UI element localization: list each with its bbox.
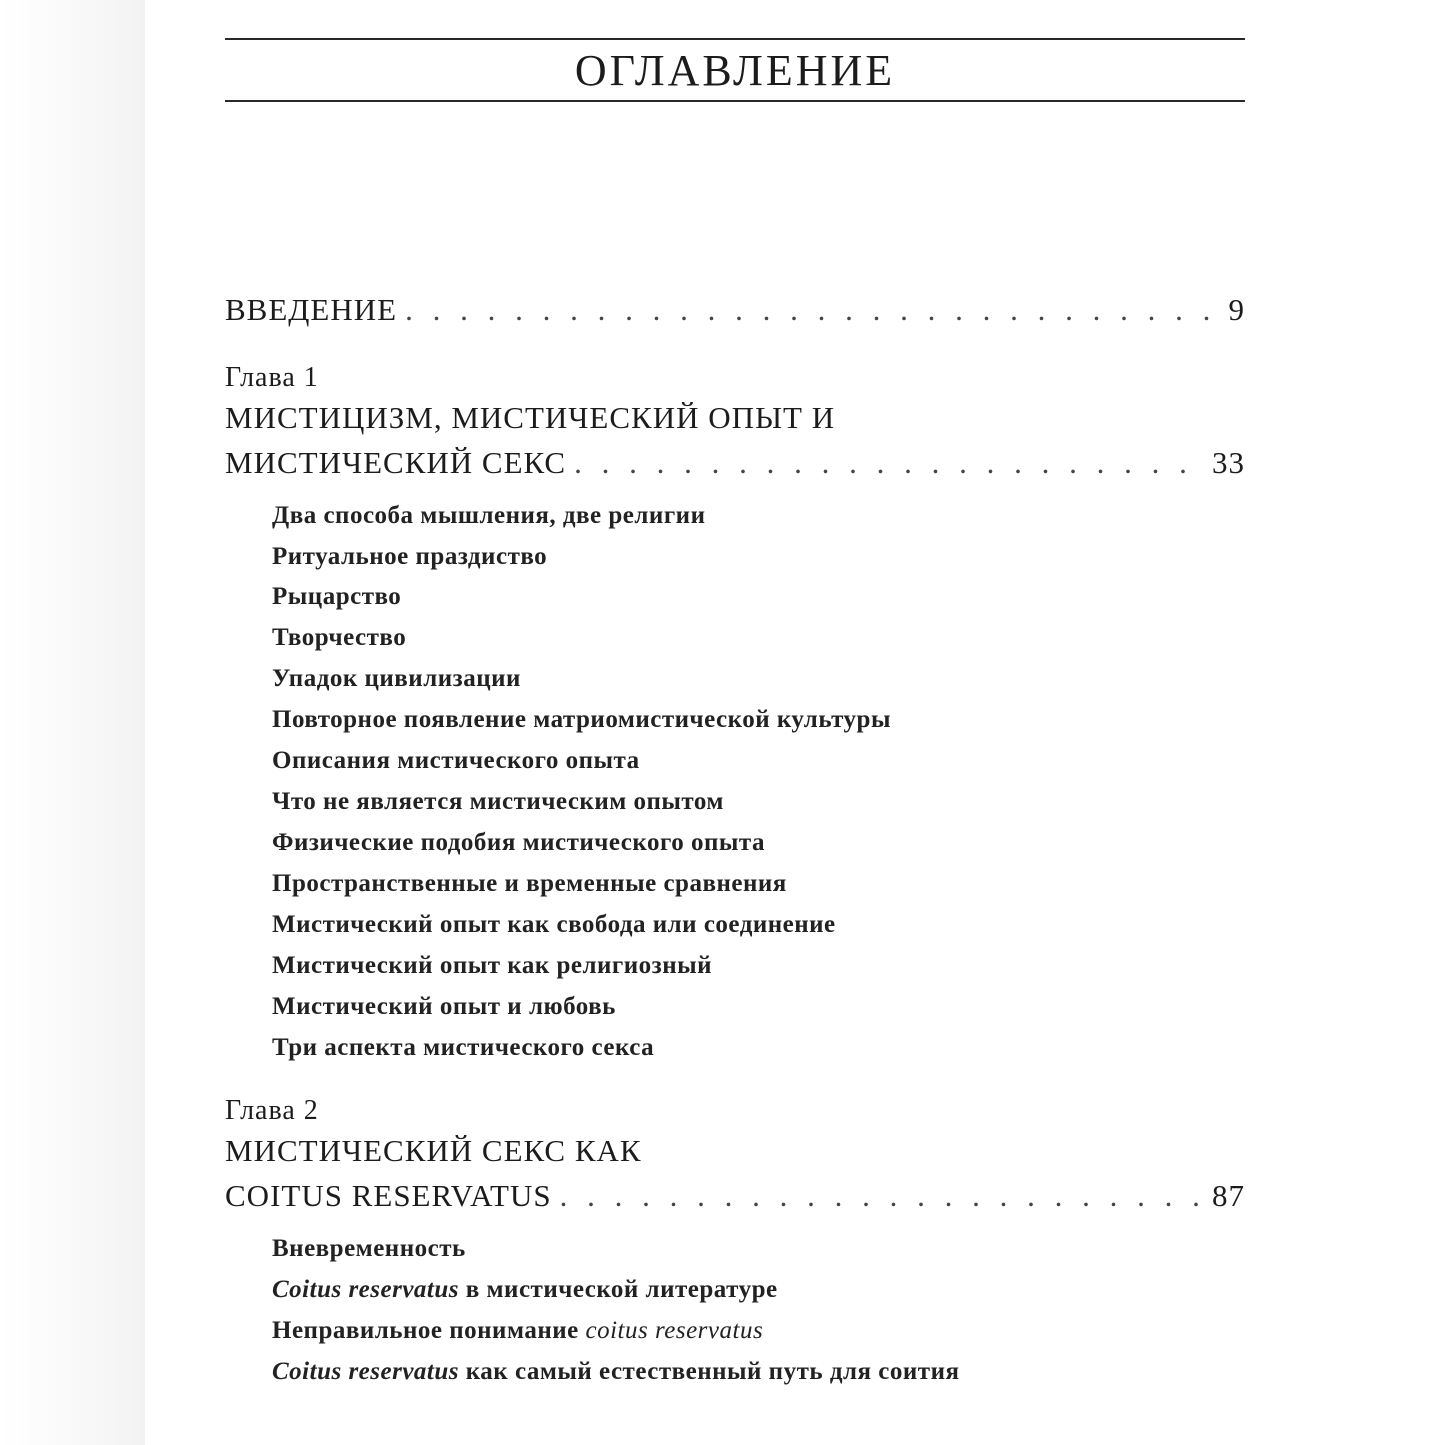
section-item (272, 1317, 763, 1345)
section-italic-term: Coitus reservatus (272, 1358, 460, 1385)
toc-entry-chapter-1 (225, 445, 1245, 481)
section-item: Рыцарство (272, 583, 402, 610)
title-top-rule (225, 38, 1245, 40)
title-bottom-rule (225, 100, 1245, 102)
page-title: ОГЛАВЛЕНИЕ (574, 46, 896, 95)
page-margin-shadow (0, 0, 145, 1445)
section-item: Повторное появление матриомистической культуры (272, 706, 891, 733)
chapter-1-title-line-2: МИСТИЧЕСКИЙ СЕКС (225, 445, 567, 480)
section-item: Мистический опыт как религиозный (272, 952, 713, 979)
section-item: Мистический опыт как свобода или соединение (272, 911, 836, 938)
toc-entry-label: ВВЕДЕНИЕ (225, 292, 398, 327)
dot-leader (560, 1178, 1204, 1214)
toc-entry-chapter-2 (225, 1178, 1245, 1214)
section-text: как самый естественный путь для соития (459, 1358, 960, 1385)
toc-page-number: 87 (1212, 1178, 1245, 1213)
section-item: Физические подобия мистического опыта (272, 829, 765, 856)
chapter-1-title-line-1: МИСТИЦИЗМ, МИСТИЧЕСКИЙ ОПЫТ И (225, 400, 836, 435)
toc-entry-intro (225, 292, 1245, 328)
dot-leader (574, 445, 1204, 481)
section-italic-term: coitus reservatus (585, 1317, 764, 1344)
section-item: Три аспекта мистического секса (272, 1034, 655, 1061)
section-item: Пространственные и временные сравнения (272, 870, 787, 897)
section-item: Что не является мистическим опытом (272, 788, 724, 815)
section-item: Вневременность (272, 1235, 466, 1262)
section-item: Два способа мышления, две религии (272, 502, 706, 529)
section-italic-term: Coitus reservatus (272, 1276, 460, 1303)
section-item (272, 1276, 778, 1304)
section-item (272, 1358, 960, 1386)
toc-page-number: 33 (1212, 445, 1245, 480)
chapter-2-label: Глава 2 (225, 1095, 319, 1126)
section-item: Упадок цивилизации (272, 665, 521, 692)
dot-leader (405, 292, 1213, 328)
chapter-1-label: Глава 1 (225, 362, 319, 393)
section-item: Описания мистического опыта (272, 747, 640, 774)
toc-page-number: 9 (1228, 292, 1245, 327)
chapter-2-title-line-1: МИСТИЧЕСКИЙ СЕКС КАК (225, 1133, 642, 1168)
section-item: Ритуальное праздиство (272, 543, 548, 570)
section-text: Неправильное понимание (272, 1317, 586, 1344)
section-item: Творчество (272, 624, 407, 651)
section-item: Мистический опыт и любовь (272, 993, 616, 1020)
section-text: в мистической литературе (459, 1276, 778, 1303)
chapter-2-title-line-2: COITUS RESERVATUS (225, 1178, 552, 1213)
